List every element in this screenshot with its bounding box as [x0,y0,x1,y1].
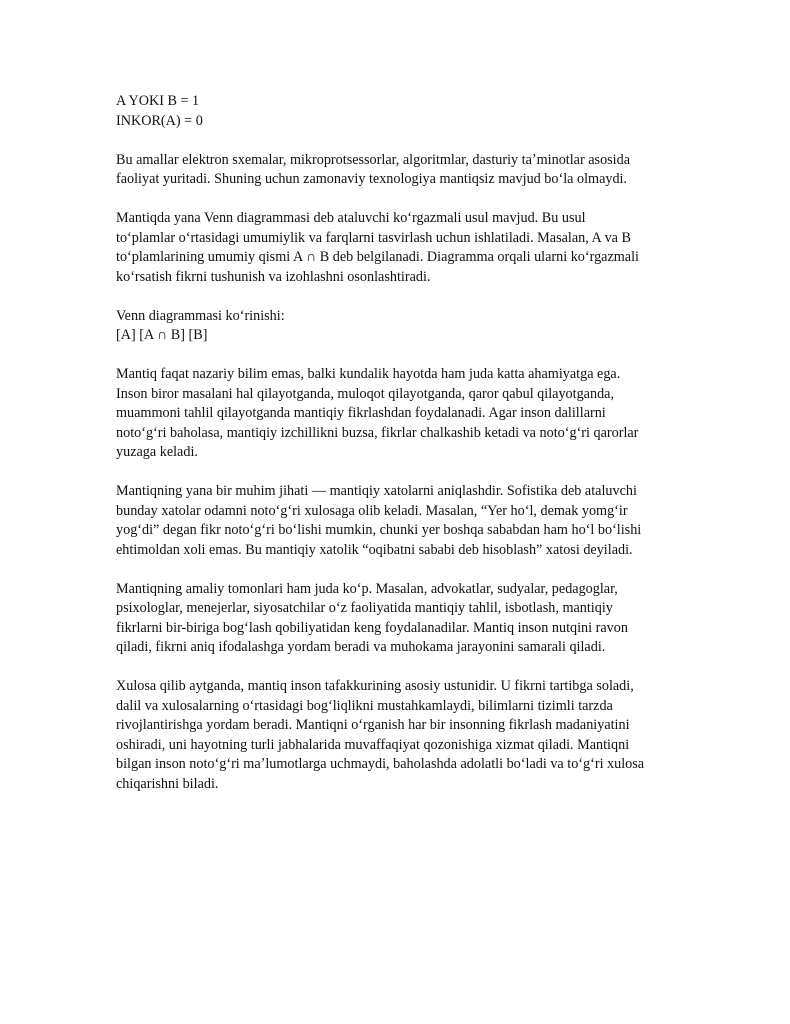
text-line: faoliyat yuritadi. Shuning uchun zamonaviy texnologiya mantiqsiz mavjud boʻla olmaydi. [116,171,628,187]
text-line: psixologlar, menejerlar, siyosatchilar oʻz faoliyatida mantiqiy tahlil, isbotlash, mantiqiy [116,600,613,616]
text-line: oshiradi, uni hayotning turli jabhalarida muvaffaqiyat qozonishiga xizmat qiladi. Mantiqni [116,736,630,753]
text-line: yuzaga keladi. [116,444,198,460]
formula-line: INKOR(A) = 0 [116,112,203,129]
text-line: Inson biror masalani hal qilayotganda, muloqot qilayotganda, qaror qabul qilayotganda, [116,385,615,402]
text-line: [A] [A ∩ B] [B] [116,327,208,343]
text-line: yogʻdi” degan fikr notoʻgʻri boʻlishi mumkin, chunki yer boshqa sababdan ham hoʻl boʻlishi [116,522,642,538]
text-line: Mantiqning yana bir muhim jihati — mantiqiy xatolarni aniqlashdir. Sofistika deb ataluvchi [116,483,637,499]
text-line: toʻplamlarining umumiy qismi A ∩ B deb belgilanadi. Diagramma orqali ularni koʻrgazmali [116,249,639,265]
paragraph-conclusion [116,677,676,794]
paragraph-practical-use [116,580,676,658]
paragraph-everyday-logic [116,365,676,463]
paragraph-logical-fallacies [116,482,676,560]
venn-example-block [116,307,676,346]
formula-block [116,92,676,131]
text-line: Venn diagrammasi koʻrinishi: [116,307,285,324]
formula-line: A YOKI B = 1 [116,93,200,109]
text-line: Mantiqda yana Venn diagrammasi deb ataluvchi koʻrgazmali usul mavjud. Bu usul [116,210,586,226]
text-line: Bu amallar elektron sxemalar, mikroprotsessorlar, algoritmlar, dasturiy taʼminotlar asosida [116,151,631,168]
text-line: fikrlarni bir-biriga bogʻlash qobiliyatidan keng foydalanadilar. Mantiq inson nutqini ravon [116,619,628,636]
text-line: ehtimoldan xoli emas. Bu mantiqiy xatolik “oqibatni sababi deb hisoblash” xatosi deyiladi. [116,541,633,558]
text-line: rivojlantirishga yordam beradi. Mantiqni oʻrganish har bir insonning fikrlash madaniyatini [116,717,630,733]
paragraph-digital-logic [116,151,676,190]
text-line: muammoni tahlil qilayotganda mantiqiy fikrlashdan foydalanadi. Agar inson dalillarni [116,405,606,421]
text-line: Xulosa qilib aytganda, mantiq inson tafakkurining asosiy ustunidir. U fikrni tartibga soladi, [116,678,634,694]
text-line: bilgan inson notoʻgʻri maʼlumotlarga uchmaydi, baholashda adolatli boʻladi va toʻgʻri xulosa [116,756,645,772]
text-line: dalil va xulosalarning oʻrtasidagi bogʻliqlikni mustahkamlaydi, bilimlarni tizimli tarzda [116,697,613,714]
text-line: toʻplamlar oʻrtasidagi umumiylik va farqlarni tasvirlash uchun ishlatiladi. Masalan, A va B [116,229,631,246]
paragraph-venn-diagram [116,209,676,287]
text-line: bunday xatolar odamni notoʻgʻri xulosaga olib keladi. Masalan, “Yer hoʻl, demak yomgʻir [116,502,628,519]
text-line: Mantiq faqat nazariy bilim emas, balki kundalik hayotda ham juda katta ahamiyatga ega. [116,366,621,382]
document-body [116,92,676,814]
text-line: Mantiqning amaliy tomonlari ham juda koʻp. Masalan, advokatlar, sudyalar, pedagoglar, [116,580,618,597]
text-line: notoʻgʻri baholasa, mantiqiy izchillikni buzsa, fikrlar chalkashib ketadi va notoʻgʻri qarorlar [116,424,639,441]
text-line: chiqarishni biladi. [116,775,219,792]
text-line: qiladi, fikrni aniq ifodalashga yordam beradi va muhokama jarayonini samarali qiladi. [116,639,606,655]
text-line: koʻrsatish fikrni tushunish va izohlashni osonlashtiradi. [116,268,431,285]
